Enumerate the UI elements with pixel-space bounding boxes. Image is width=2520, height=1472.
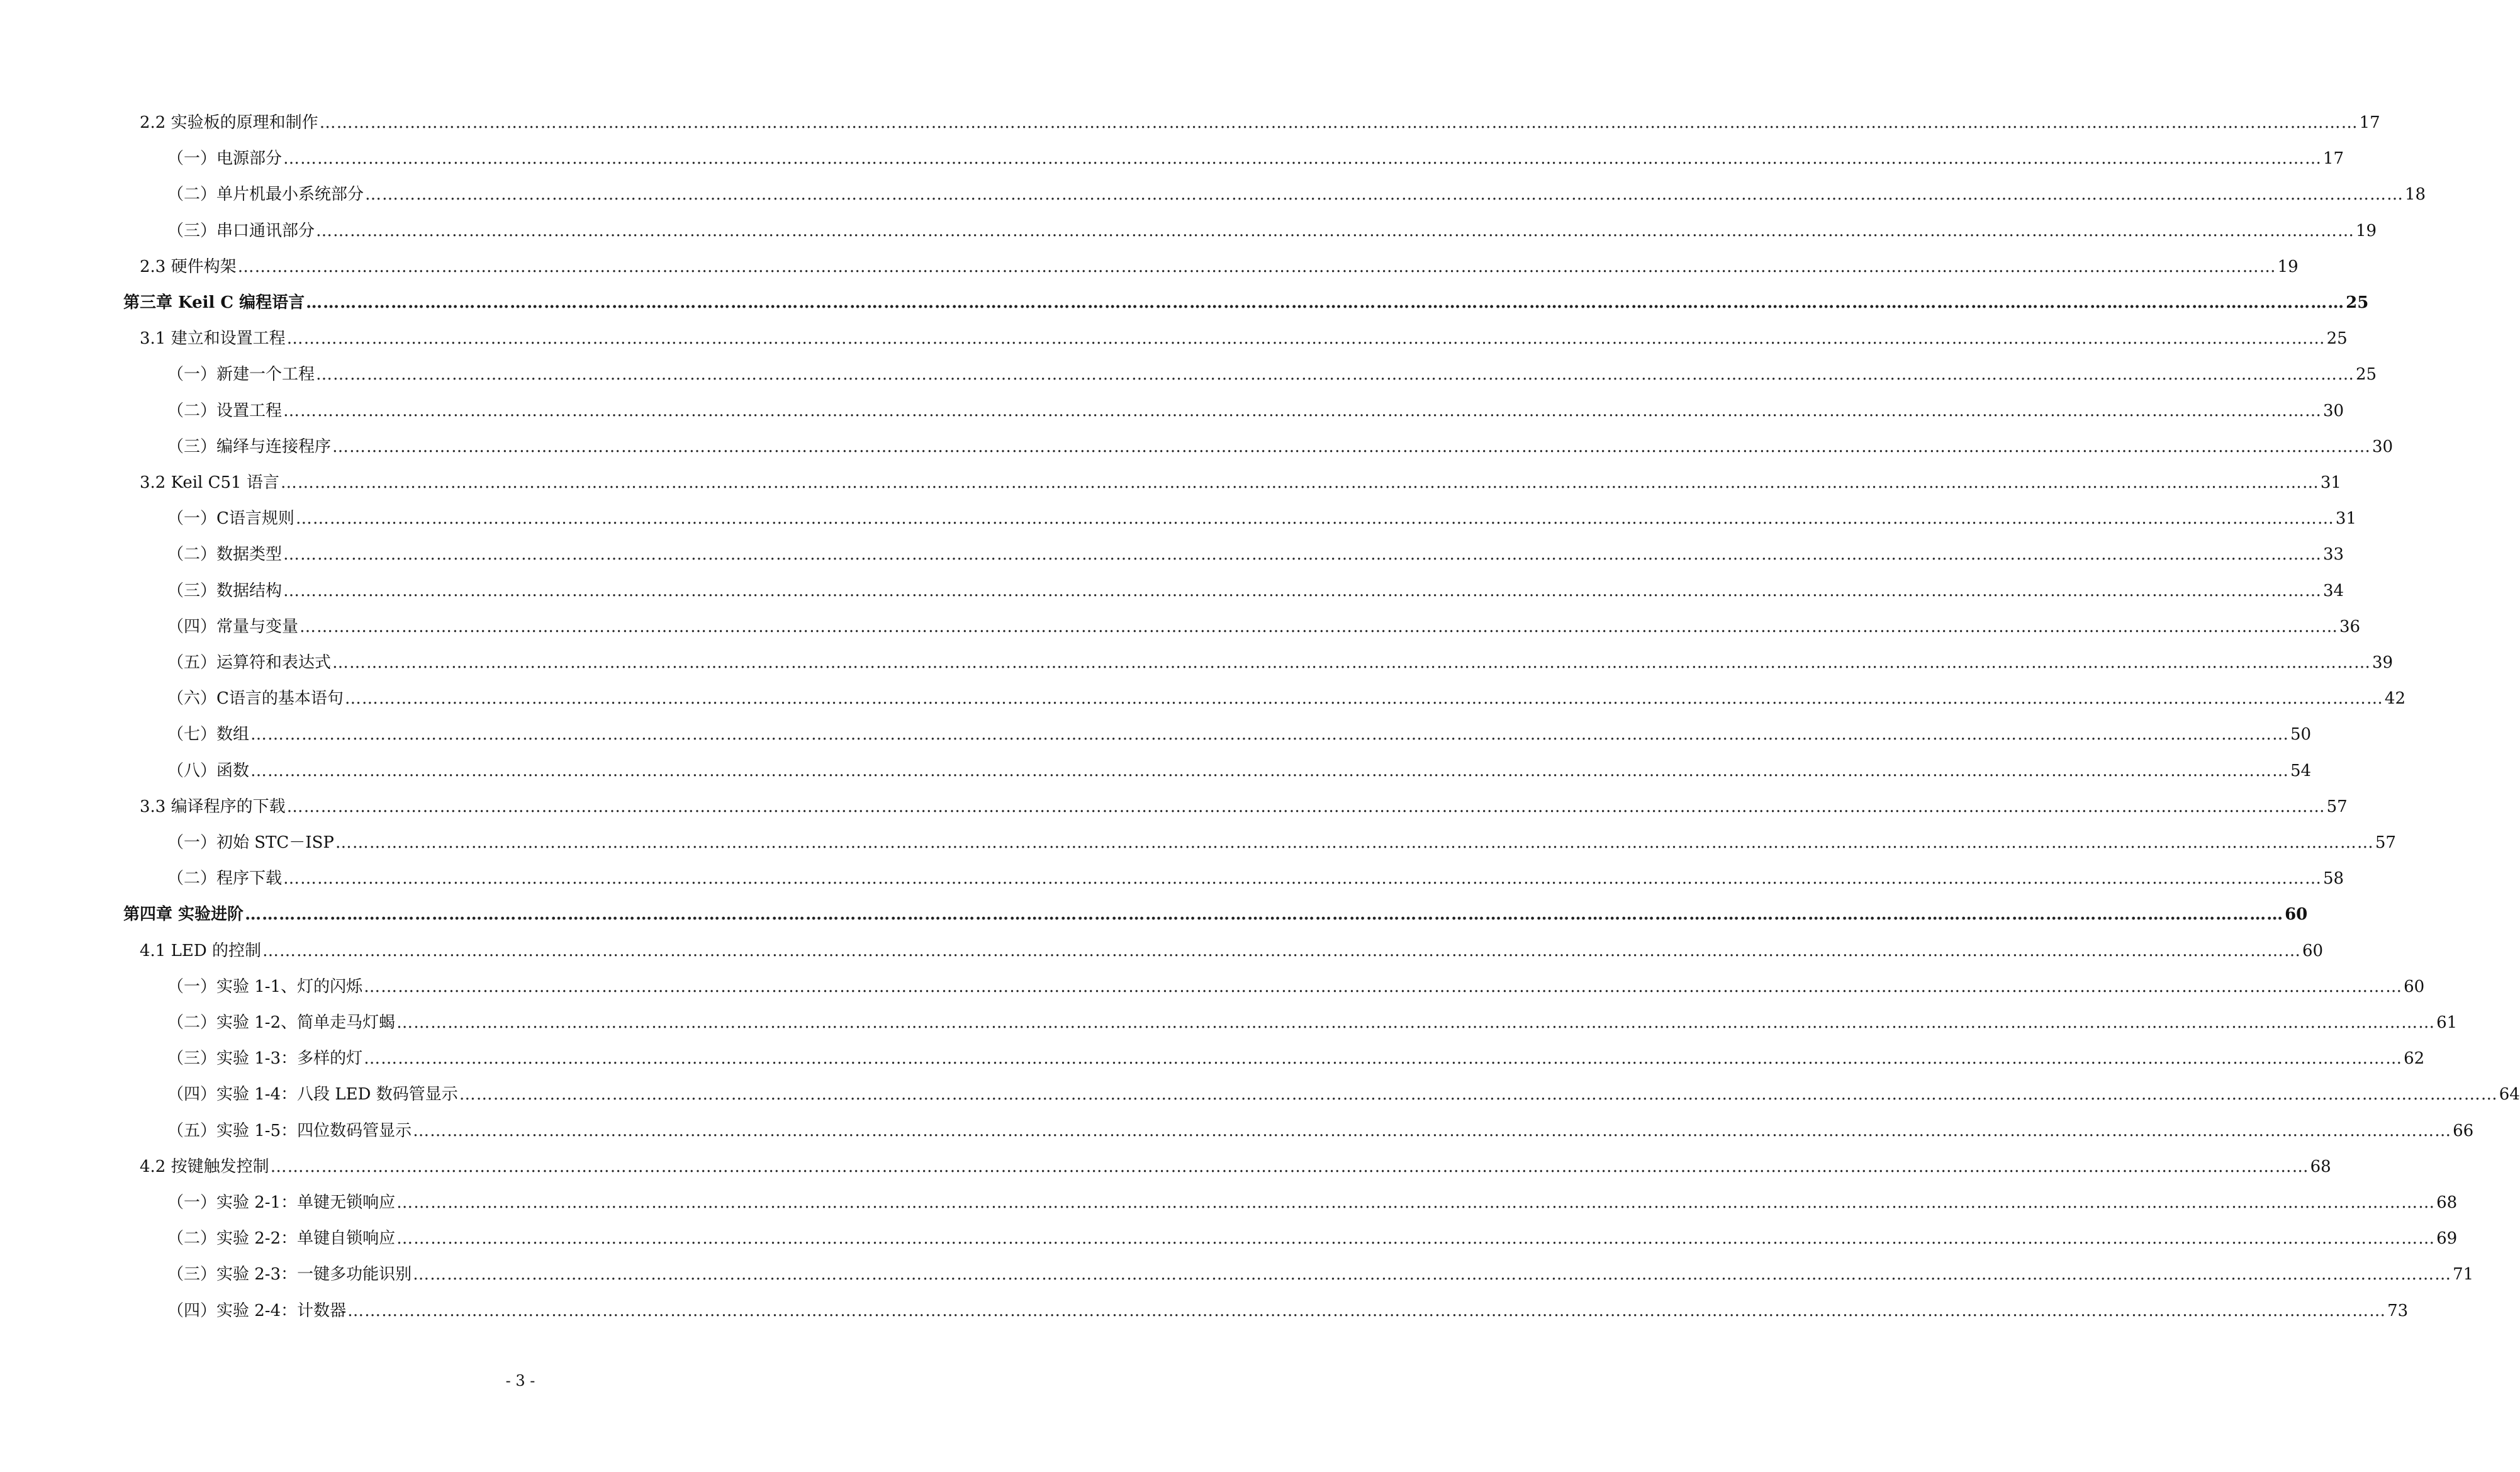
toc-entry-title: （三）实验 2-3：一键多功能识别: [167, 1265, 412, 1284]
toc-entry[interactable]: [167, 652, 2394, 673]
toc-dot-leader: ………………………………………………………………………………………………………………………………………………………………………………………………………………………………………………………………………………………………………………………………: [283, 402, 2322, 420]
toc-entry[interactable]: [123, 292, 2369, 313]
toc-dot-leader: ………………………………………………………………………………………………………………………………………………………………………………………………………………………………………………………………………………………………………………………………: [286, 329, 2326, 348]
toc-entry[interactable]: [140, 112, 2380, 133]
toc-entry-page: 71: [2453, 1265, 2474, 1284]
toc-entry-title: （二）实验 2-2：单键自锁响应: [167, 1229, 396, 1248]
toc-entry-page: 62: [2404, 1049, 2425, 1068]
toc-dot-leader: ………………………………………………………………………………………………………………………………………………………………………………………………………………………………………………………………………………………………………………………………: [250, 725, 2290, 744]
toc-entry-page: 30: [2372, 437, 2394, 456]
toc-entry[interactable]: [167, 364, 2377, 385]
toc-entry-title: （三）数据结构: [167, 581, 283, 600]
toc-dot-leader: ………………………………………………………………………………………………………………………………………………………………………………………………………………………………………………………………………………………………………………………………: [286, 797, 2326, 816]
toc-dot-leader: ………………………………………………………………………………………………………………………………………………………………………………………………………………………………………………………………………………………………………………………………: [413, 1121, 2452, 1140]
toc-entry[interactable]: [167, 688, 2405, 709]
toc-dot-leader: ………………………………………………………………………………………………………………………………………………………………………………………………………………………………………………………………………………………………………………………………: [365, 185, 2404, 204]
toc-entry-title: （二）单片机最小系统部分: [167, 185, 364, 204]
toc-entry-page: 19: [2277, 257, 2299, 276]
toc-dot-leader: ………………………………………………………………………………………………………………………………………………………………………………………………………………………………………………………………………………………………………………………………: [306, 293, 2345, 312]
toc-dot-leader: ………………………………………………………………………………………………………………………………………………………………………………………………………………………………………………………………………………………………………………………………: [332, 653, 2372, 672]
toc-dot-leader: ………………………………………………………………………………………………………………………………………………………………………………………………………………………………………………………………………………………………………………………………: [283, 581, 2322, 600]
toc-dot-leader: ………………………………………………………………………………………………………………………………………………………………………………………………………………………………………………………………………………………………………………………………: [413, 1265, 2452, 1284]
toc-entry-title: 第三章 Keil C 编程语言: [123, 293, 305, 312]
toc-entry-title: （四）实验 1-4：八段 LED 数码管显示: [167, 1085, 458, 1104]
toc-entry-page: 68: [2310, 1157, 2331, 1176]
toc-entry-title: （三）串口通讯部分: [167, 222, 315, 240]
toc-entry-page: 69: [2436, 1229, 2458, 1248]
toc-entry[interactable]: [167, 760, 2312, 782]
toc-entry-page: 31: [2335, 509, 2356, 528]
toc-entry-title: 4.1 LED 的控制: [140, 941, 261, 960]
toc-entry-title: 3.2 Keil C51 语言: [140, 473, 279, 492]
toc-dot-leader: ………………………………………………………………………………………………………………………………………………………………………………………………………………………………………………………………………………………………………………………………: [396, 1229, 2436, 1248]
toc-entry-title: （二）数据类型: [167, 545, 283, 564]
toc-entry-title: 4.2 按键触发控制: [140, 1157, 269, 1176]
toc-entry[interactable]: [167, 976, 2425, 997]
toc-dot-leader: ………………………………………………………………………………………………………………………………………………………………………………………………………………………………………………………………………………………………………………………………: [319, 113, 2358, 132]
toc-dot-leader: ………………………………………………………………………………………………………………………………………………………………………………………………………………………………………………………………………………………………………………………………: [295, 509, 2334, 528]
toc-entry-page: 17: [2359, 113, 2380, 132]
toc-entry[interactable]: [140, 328, 2348, 349]
toc-entry[interactable]: [140, 1156, 2331, 1177]
toc-entry-page: 25: [2346, 293, 2369, 312]
toc-entry-page: 19: [2356, 222, 2377, 240]
toc-entry[interactable]: [167, 724, 2312, 745]
toc-entry-page: 57: [2375, 833, 2396, 852]
toc-dot-leader: ………………………………………………………………………………………………………………………………………………………………………………………………………………………………………………………………………………………………………………………………: [459, 1085, 2498, 1104]
toc-dot-leader: ………………………………………………………………………………………………………………………………………………………………………………………………………………………………………………………………………………………………………………………………: [283, 545, 2322, 564]
toc-entry-page: 73: [2387, 1301, 2409, 1320]
toc-entry-page: 66: [2453, 1121, 2474, 1140]
toc-entry-title: （六）C语言的基本语句: [167, 689, 344, 708]
toc-entry[interactable]: [167, 868, 2344, 889]
toc-entry-page: 58: [2323, 869, 2344, 888]
toc-entry[interactable]: [167, 1012, 2458, 1033]
toc-entry[interactable]: [140, 472, 2341, 493]
toc-entry-title: （八）函数: [167, 761, 250, 780]
toc-entry-title: （二）实验 1-2、简单走马灯蝎: [167, 1013, 396, 1032]
toc-dot-leader: ………………………………………………………………………………………………………………………………………………………………………………………………………………………………………………………………………………………………………………………………: [245, 905, 2284, 924]
toc-entry-page: 64: [2499, 1085, 2520, 1104]
toc-entry[interactable]: [167, 1120, 2474, 1142]
toc-dot-leader: ………………………………………………………………………………………………………………………………………………………………………………………………………………………………………………………………………………………………………………………………: [396, 1013, 2436, 1032]
toc-entry-page: 42: [2384, 689, 2405, 708]
toc-dot-leader: ………………………………………………………………………………………………………………………………………………………………………………………………………………………………………………………………………………………………………………………………: [250, 761, 2290, 780]
toc-entry-title: （七）数组: [167, 725, 250, 744]
toc-entry-title: （一）实验 1-1、灯的闪烁: [167, 977, 363, 996]
toc-entry[interactable]: [167, 832, 2396, 853]
toc-entry[interactable]: [167, 1084, 2520, 1105]
toc-entry[interactable]: [167, 1264, 2474, 1285]
toc-entry-page: 25: [2356, 365, 2377, 384]
toc-entry[interactable]: [140, 796, 2348, 817]
toc-entry-title: （三）编绎与连接程序: [167, 437, 332, 456]
toc-dot-leader: ………………………………………………………………………………………………………………………………………………………………………………………………………………………………………………………………………………………………………………………………: [335, 833, 2374, 852]
toc-entry-page: 61: [2436, 1013, 2458, 1032]
toc-entry-title: （一）初始 STC－ISP: [167, 833, 334, 852]
toc-dot-leader: ………………………………………………………………………………………………………………………………………………………………………………………………………………………………………………………………………………………………………………………………: [332, 437, 2372, 456]
toc-entry-title: 3.3 编译程序的下载: [140, 797, 286, 816]
toc-entry[interactable]: [167, 148, 2344, 169]
toc-entry-page: 57: [2326, 797, 2348, 816]
toc-dot-leader: ………………………………………………………………………………………………………………………………………………………………………………………………………………………………………………………………………………………………………………………………: [364, 977, 2403, 996]
toc-entry-page: 60: [2285, 905, 2308, 924]
toc-dot-leader: ………………………………………………………………………………………………………………………………………………………………………………………………………………………………………………………………………………………………………………………………: [283, 149, 2322, 168]
toc-dot-leader: ………………………………………………………………………………………………………………………………………………………………………………………………………………………………………………………………………………………………………………………………: [316, 222, 2355, 240]
toc-dot-leader: ………………………………………………………………………………………………………………………………………………………………………………………………………………………………………………………………………………………………………………………………: [396, 1193, 2436, 1212]
toc-entry-page: 33: [2323, 545, 2344, 564]
toc-entry-title: 2.3 硬件构架: [140, 257, 237, 276]
toc-entry-page: 39: [2372, 653, 2394, 672]
toc-entry[interactable]: [167, 400, 2344, 422]
toc-entry[interactable]: [167, 1048, 2425, 1069]
toc-entry-title: 第四章 实验进阶: [123, 905, 244, 924]
toc-entry-page: 17: [2323, 149, 2344, 168]
page-number: - 3 -: [505, 1372, 535, 1390]
toc-entry-title: （四）常量与变量: [167, 617, 299, 636]
toc-entry[interactable]: [140, 940, 2324, 962]
toc-entry[interactable]: [167, 220, 2377, 242]
toc-entry[interactable]: [167, 1192, 2458, 1213]
toc-entry-title: （四）实验 2-4：计数器: [167, 1301, 347, 1320]
toc-entry-page: 30: [2323, 402, 2344, 420]
toc-dot-leader: ………………………………………………………………………………………………………………………………………………………………………………………………………………………………………………………………………………………………………………………………: [283, 869, 2322, 888]
toc-entry[interactable]: [167, 580, 2344, 602]
toc-entry-title: （二）程序下载: [167, 869, 283, 888]
toc-entry-page: 68: [2436, 1193, 2458, 1212]
toc-entry-page: 60: [2302, 941, 2324, 960]
toc-entry-title: （一）电源部分: [167, 149, 283, 168]
toc-entry-title: （五）实验 1-5：四位数码管显示: [167, 1121, 412, 1140]
toc-dot-leader: ………………………………………………………………………………………………………………………………………………………………………………………………………………………………………………………………………………………………………………………………: [316, 365, 2355, 384]
toc-entry[interactable]: [167, 1228, 2458, 1249]
toc-entry-page: 50: [2290, 725, 2312, 744]
toc-entry[interactable]: [140, 256, 2299, 278]
toc-dot-leader: ………………………………………………………………………………………………………………………………………………………………………………………………………………………………………………………………………………………………………………………………: [347, 1301, 2387, 1320]
toc-entry[interactable]: [167, 184, 2426, 205]
toc-entry-title: （二）设置工程: [167, 402, 283, 420]
toc-entry[interactable]: [123, 904, 2308, 925]
toc-entry-title: （三）实验 1-3：多样的灯: [167, 1049, 363, 1068]
toc-entry[interactable]: [167, 616, 2361, 638]
toc-dot-leader: ………………………………………………………………………………………………………………………………………………………………………………………………………………………………………………………………………………………………………………………………: [237, 257, 2276, 276]
toc-dot-leader: ………………………………………………………………………………………………………………………………………………………………………………………………………………………………………………………………………………………………………………………………: [262, 941, 2301, 960]
toc-entry-title: （五）运算符和表达式: [167, 653, 332, 672]
toc-entry-title: 2.2 实验板的原理和制作: [140, 113, 318, 132]
toc-dot-leader: ………………………………………………………………………………………………………………………………………………………………………………………………………………………………………………………………………………………………………………………………: [300, 617, 2339, 636]
toc-entry[interactable]: [167, 1300, 2409, 1322]
toc-entry[interactable]: [167, 508, 2356, 529]
toc-entry-title: （一）C语言规则: [167, 509, 294, 528]
toc-entry-title: （一）实验 2-1：单键无锁响应: [167, 1193, 396, 1212]
toc-entry-title: 3.1 建立和设置工程: [140, 329, 286, 348]
toc-entry-page: 36: [2339, 617, 2361, 636]
toc-entry-page: 54: [2290, 761, 2312, 780]
toc-entry-page: 34: [2323, 581, 2344, 600]
toc-dot-leader: ………………………………………………………………………………………………………………………………………………………………………………………………………………………………………………………………………………………………………………………………: [364, 1049, 2403, 1068]
toc-dot-leader: ………………………………………………………………………………………………………………………………………………………………………………………………………………………………………………………………………………………………………………………………: [270, 1157, 2309, 1176]
toc-entry-page: 31: [2320, 473, 2341, 492]
toc-entry-page: 25: [2326, 329, 2348, 348]
toc-entry-page: 18: [2405, 185, 2426, 204]
toc-dot-leader: ………………………………………………………………………………………………………………………………………………………………………………………………………………………………………………………………………………………………………………………………: [280, 473, 2319, 492]
toc-entry-page: 60: [2404, 977, 2425, 996]
toc-entry[interactable]: [167, 436, 2394, 458]
toc-entry-title: （一）新建一个工程: [167, 365, 315, 384]
toc-entry[interactable]: [167, 544, 2344, 565]
toc-dot-leader: ………………………………………………………………………………………………………………………………………………………………………………………………………………………………………………………………………………………………………………………………: [344, 689, 2383, 708]
